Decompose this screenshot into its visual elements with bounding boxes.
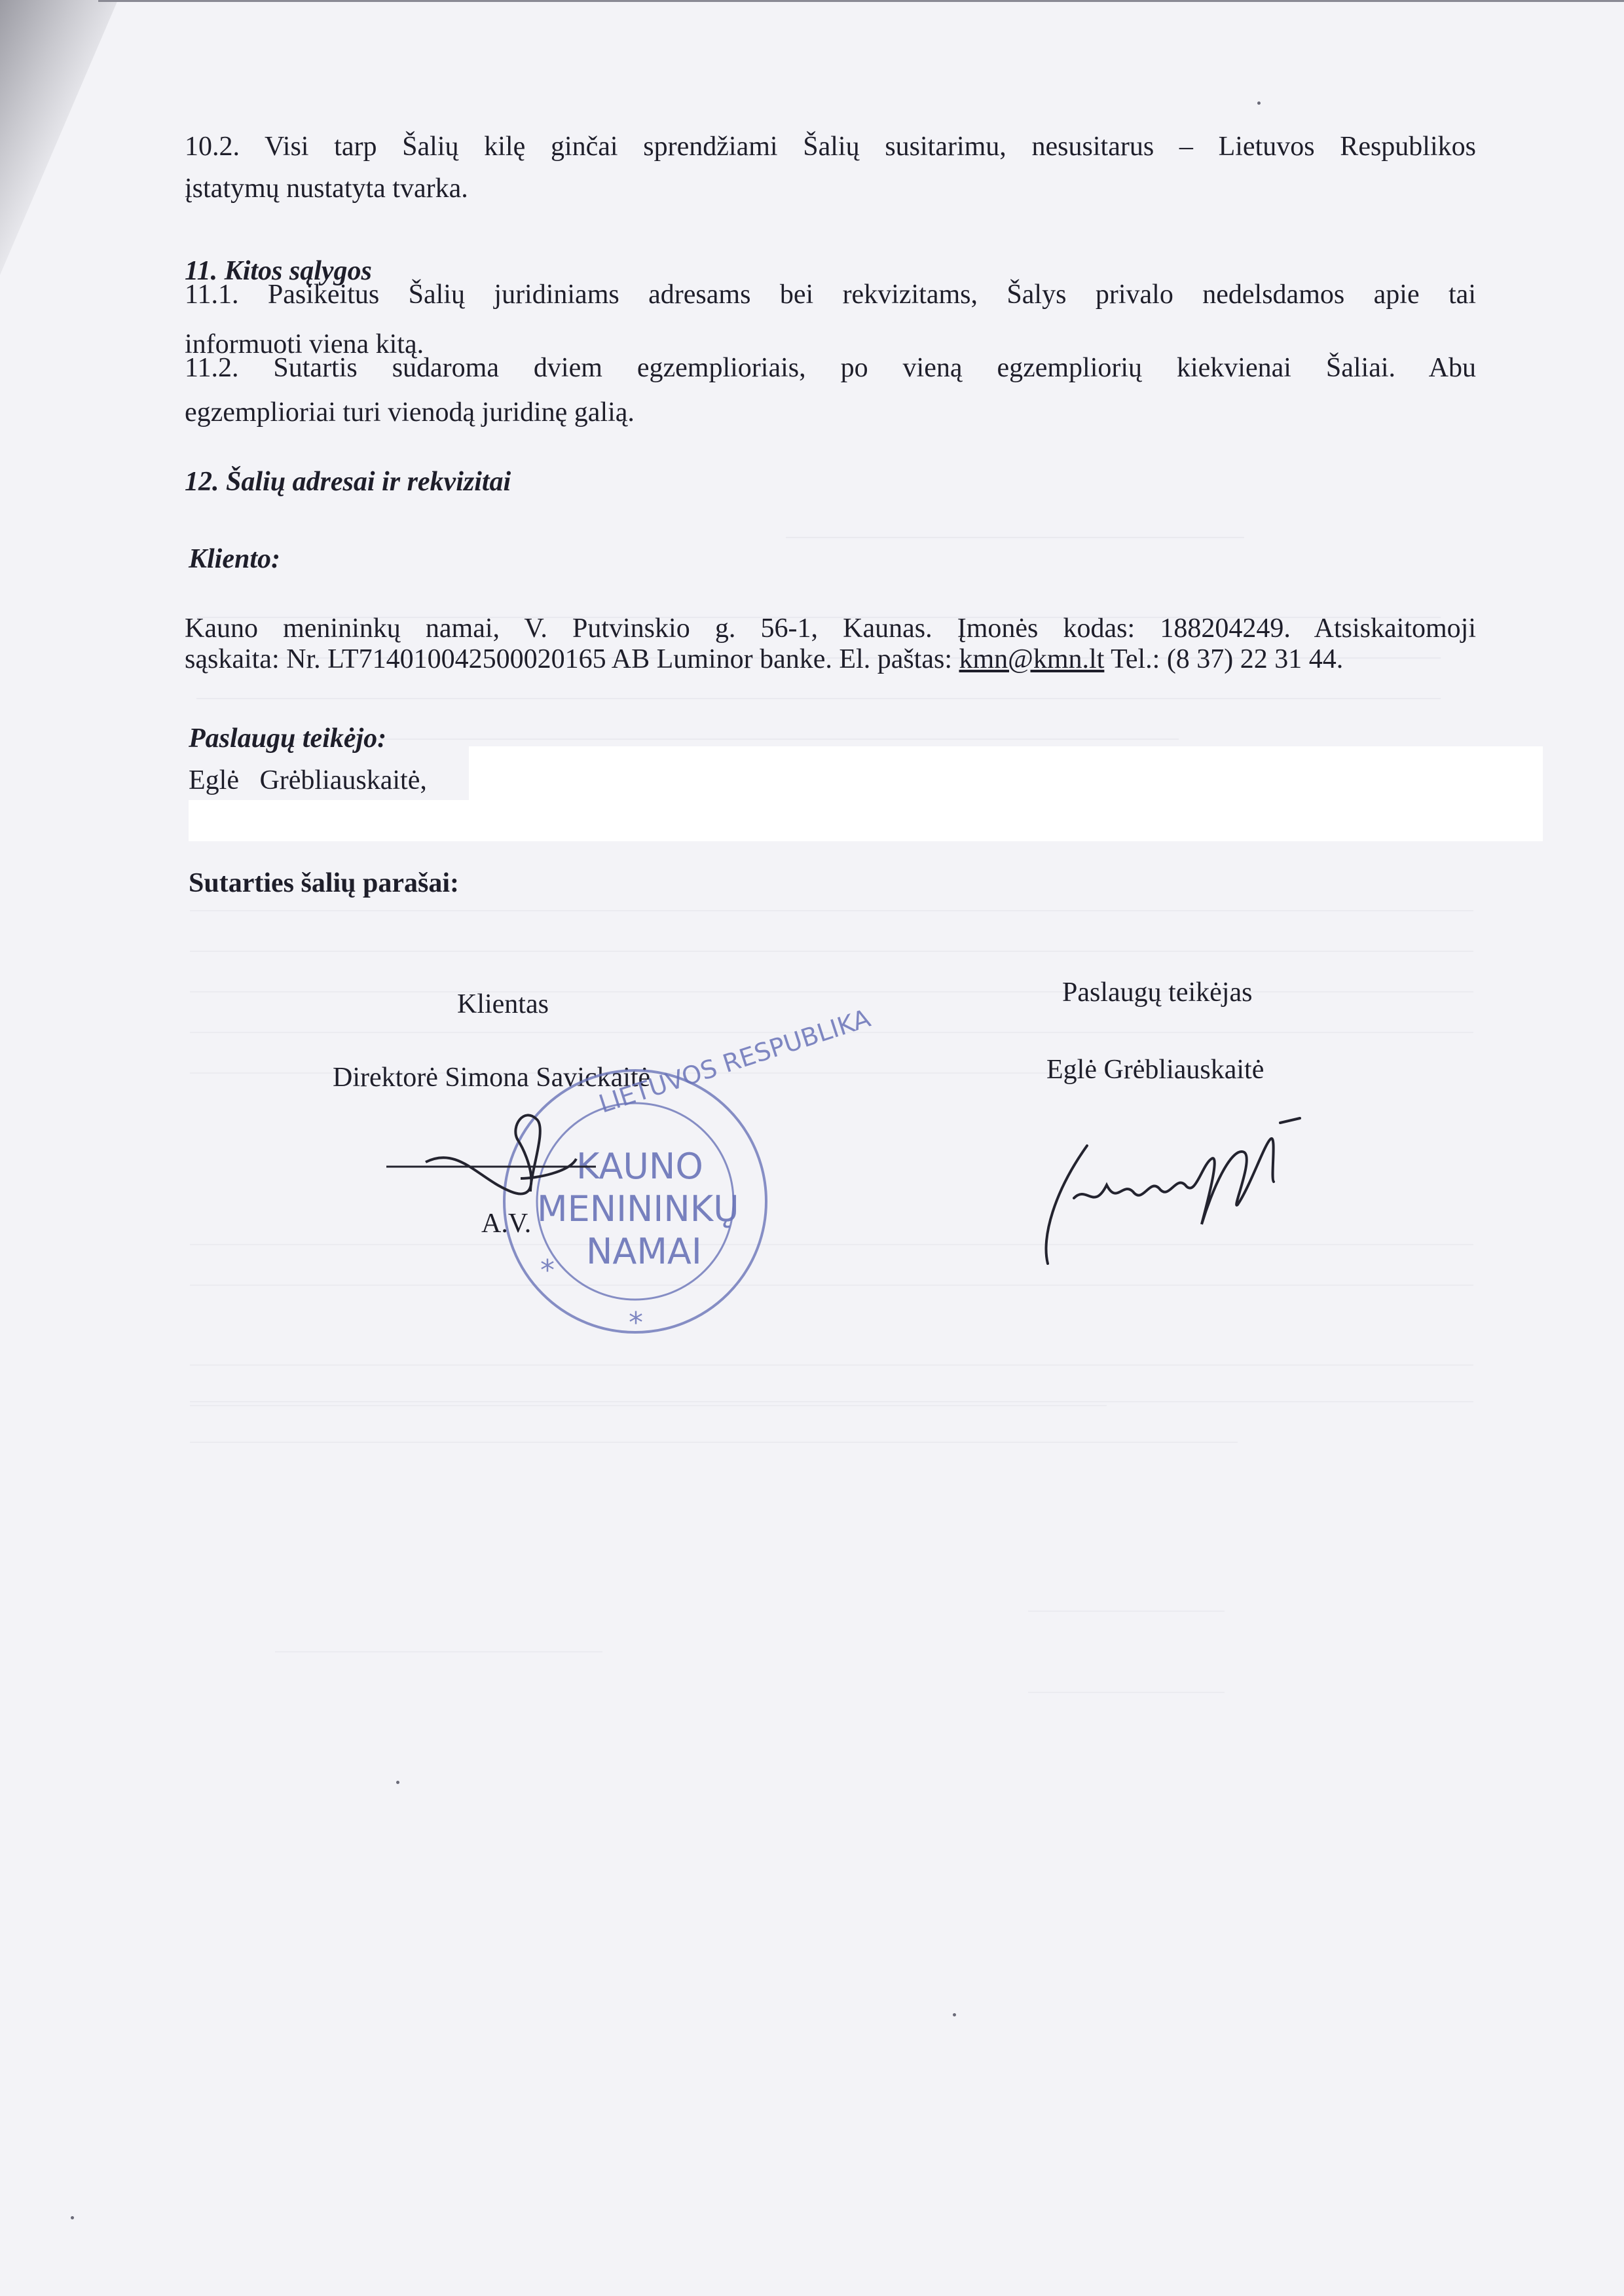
clause-10-2-line2: įstatymų nustatyta tvarka.: [185, 173, 468, 204]
redaction-box-2: [189, 800, 477, 841]
stamp-line3: NAMAI: [586, 1231, 702, 1272]
page-corner-shadow: [0, 0, 118, 275]
client-av: A.V.: [481, 1209, 532, 1239]
provider-label: Paslaugų teikėjas: [1062, 977, 1253, 1008]
stamp-line2: MENININKŲ: [537, 1188, 739, 1230]
paper-speck: [71, 2216, 74, 2219]
stamp-star-icon: *: [540, 1254, 555, 1287]
client-phone: Tel.: (8 37) 22 31 44.: [1104, 644, 1344, 674]
section-12-title: 12. Šalių adresai ir rekvizitai: [185, 467, 511, 497]
client-email-link[interactable]: kmn@kmn.lt: [959, 644, 1105, 674]
client-label: Klientas: [457, 989, 549, 1019]
provider-name: Eglė Grėbliauskaitė,: [189, 765, 427, 795]
bleed-through-text-4: [190, 1362, 1473, 1443]
client-signer: Direktorė Simona Savickaitė: [333, 1063, 651, 1093]
paper-speck: [1257, 101, 1261, 105]
stamp-line1: KAUNO: [576, 1146, 703, 1187]
provider-heading: Paslaugų teikėjo:: [189, 723, 387, 754]
bleed-through-text-5: [275, 1571, 1323, 1693]
client-details-line1: Kauno menininkų namai, V. Putvinskio g. 56-1, Kaunas. Įmonės kodas: 188204249. Atsiskaitomoji: [185, 613, 1476, 644]
client-heading: Kliento:: [189, 544, 281, 574]
paper-speck: [953, 2013, 956, 2016]
provider-signer: Eglė Grėbliauskaitė: [1046, 1055, 1264, 1085]
page-top-edge: [98, 0, 1624, 2]
clause-10-2-line1: 10.2. Visi tarp Šalių kilę ginčai sprendžiami Šalių susitarimu, nesusitarus – Lietuvos Respublikos: [185, 132, 1476, 162]
stamp-star-icon-2: *: [629, 1306, 643, 1339]
provider-signature: [1035, 1106, 1310, 1277]
clause-11-2-line1: 11.2. Sutartis sudaroma dviem egzemplioriais, po vieną egzempliorių kiekvienai Šaliai. Abu: [185, 353, 1476, 383]
client-details-line2: [185, 638, 1476, 680]
clause-11-1-line2: informuoti viena kitą.: [185, 329, 424, 359]
signatures-title: Sutarties šalių parašai:: [189, 868, 460, 898]
client-account: sąskaita: Nr. LT714010042500020165 AB Luminor banke. El. paštas:: [185, 644, 959, 674]
paper-speck: [396, 1781, 399, 1784]
clause-11-1-line1: 11.1. Pasikeitus Šalių juridiniams adresams bei rekvizitams, Šalys privalo nedelsdamos apie tai: [185, 280, 1476, 310]
section-11-title: 11. Kitos sąlygos: [185, 256, 372, 286]
client-signature: [380, 1100, 629, 1218]
stamp-ring-text: LIETUVOS RESPUBLIKA: [595, 1003, 874, 1119]
clause-11-2-line2: egzemplioriai turi vienodą juridinę galią.: [185, 397, 635, 428]
redaction-box: [469, 746, 1543, 841]
